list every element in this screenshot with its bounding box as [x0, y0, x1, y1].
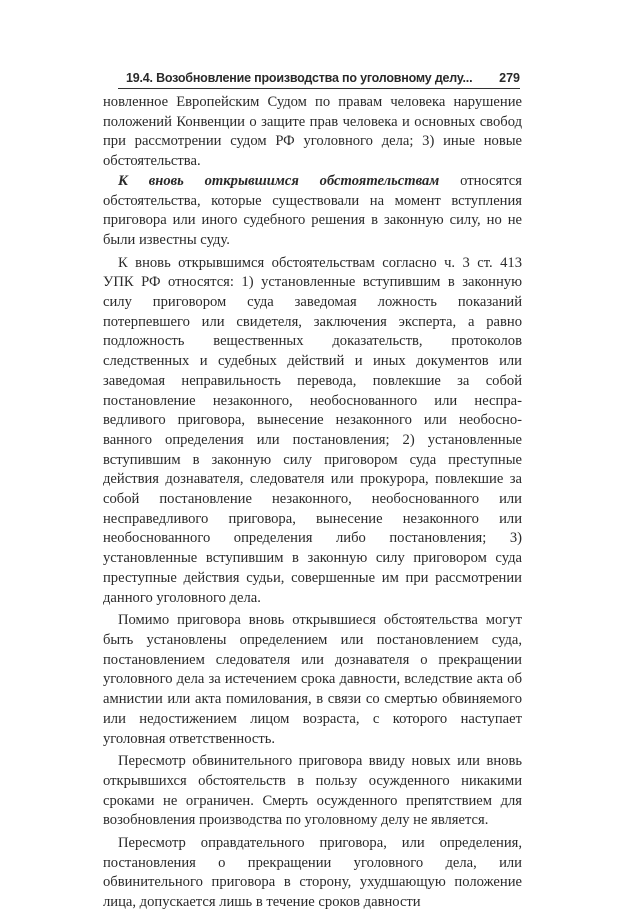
paragraph-definition: К вновь открывшимся обстоятельствам относятся обстоятельства, которые существовали на момент вступления приговора или иного судебного решения в законную силу, но не были известны суду.: [103, 172, 522, 248]
paragraph: Пересмотр оправдательного приговора, или определения, постановления о прекращении уголовного дела, или обвинительного приговора в сторону, ухудшающую положение лица, допускается лишь в течение сроков давности: [103, 835, 522, 911]
page-number: 279: [499, 71, 520, 85]
paragraph-continued: новленное Европейским Судом по правам человека нарушение положений Конвенции о защите прав человека и основных свобод при рассмотрении судом РФ уголовного дела; 3) иные новые обстоятельства.: [103, 94, 522, 170]
defined-term: К вновь открывшимся обстоятельствам: [118, 172, 440, 189]
paragraph: Помимо приговора вновь открывшиеся обстоятельства могут быть установлены определением или постановлением суда, постановлением следователя или дознавателя о прекращении уголовного дела за истечением срока давности, вследствие акта об амнистии или акта помилования, в связи со смертью обвиняемого или недостижением лицом возраста, с которого наступает уголовная ответственность.: [103, 612, 522, 747]
running-header: [118, 70, 520, 89]
paragraph: Пересмотр обвинительного приговора ввиду новых или вновь открывшихся обстоятельств в пользу осужденного никакими сроками не ограничен. Смерть осужденного препятствием для возобновления производства по уголовному делу не является.: [103, 753, 522, 829]
running-title: 19.4. Возобновление производства по уголовному делу...: [126, 71, 473, 85]
paragraph: К вновь открывшимся обстоятельствам согласно ч. 3 ст. 413 УПК РФ относятся: 1) установленные вступившим в законную силу приговором суда заведомая ложность показаний потерпевшего или свидетеля, заключения эксперта, а равно подложность вещественных доказательств, протоколов следственных и судебных действий и иных документов или заведомая неправильность перевода, повлекшие за собой постановление незаконного, необоснованного или несправедливого приговора, вынесение незаконного или необоснованного определения или постановления; 2) установленные вступившим в законную силу приговором суда преступные действия дознавателя, следователя или прокурора, повлекшие за собой постановление незаконного, необоснованного или несправедливого приговора, вынесение незаконного или необоснованного определения либо постановления; 3) установленные вступившим в законную силу приговором суда преступные действия судьи, совершенные им при рассмотрении данного уголовного дела.: [103, 254, 522, 606]
page-body: [103, 93, 522, 913]
